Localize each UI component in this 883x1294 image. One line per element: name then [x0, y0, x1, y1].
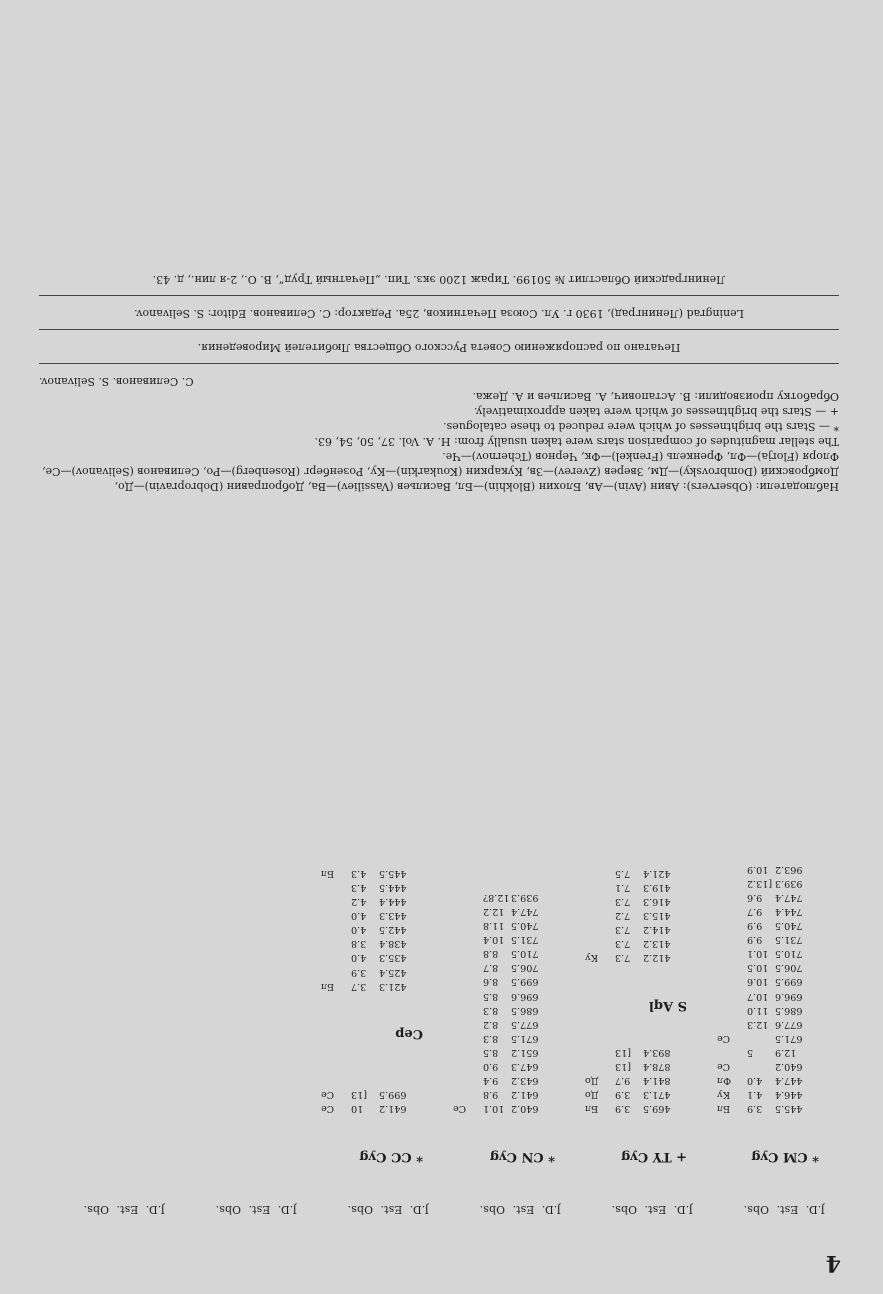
star-name: * CN Cyg [489, 1148, 555, 1164]
observer-cell [321, 936, 351, 950]
observer-cell: Ку [717, 1089, 731, 1101]
table-row [441, 946, 561, 960]
estimate-cell: 8.3 [483, 1004, 499, 1016]
jd-cell: 438.4 [379, 938, 407, 950]
observer-cell [453, 890, 483, 904]
star-name: Cep [395, 1025, 423, 1041]
observer-cell [585, 894, 615, 908]
observer-cell [321, 950, 351, 964]
observation-list [573, 1045, 693, 1115]
observer-cell: Фл [717, 1075, 732, 1087]
estimate-cell: 3.9 [615, 1103, 631, 1115]
jd-cell: 706.5 [511, 962, 539, 974]
jd-cell: 446.4 [775, 1089, 803, 1101]
observer-cell [321, 880, 351, 894]
table-row [441, 1017, 561, 1031]
estimate-cell: 8.6 [483, 976, 499, 988]
estimate-cell: 9.0 [483, 1061, 499, 1073]
jd-cell: 699.5 [379, 1089, 407, 1101]
jd-cell: 651.2 [511, 1046, 539, 1058]
observer-cell [453, 960, 483, 974]
estimate-cell: 7.3 [615, 924, 631, 936]
estimate-cell: 10.7 [747, 990, 769, 1002]
star-name: S Aql [648, 997, 687, 1013]
estimate-cell: 8.5 [483, 1046, 499, 1058]
observer-cell [453, 974, 483, 988]
estimate-cell: 10.9 [747, 863, 769, 875]
estimate-cell: 3.8 [351, 938, 367, 950]
estimate-cell: 7.3 [615, 952, 631, 964]
jd-cell: 640.2 [511, 1103, 539, 1115]
table-row [441, 1073, 561, 1087]
table-row [309, 979, 429, 993]
observer-cell [453, 904, 483, 918]
table-row [309, 965, 429, 979]
estimate-cell: 4.3 [351, 867, 367, 879]
estimate-cell: 9.7 [747, 906, 763, 918]
observer-cell [321, 1073, 351, 1087]
estimate-cell: 11.0 [747, 1004, 769, 1016]
divider [39, 363, 839, 364]
table-row [573, 1045, 693, 1059]
jd-cell: 939.3 [511, 891, 539, 903]
table-row [705, 890, 825, 904]
observer-cell [717, 1045, 747, 1059]
column-1 [705, 514, 825, 1244]
jd-cell: 640.2 [775, 1061, 803, 1073]
table-row [705, 1073, 825, 1087]
jd-cell: 706.5 [775, 962, 803, 974]
estimate-cell: 7.2 [615, 910, 631, 922]
estimate-cell: 9.9 [747, 920, 763, 932]
observer-cell [321, 894, 351, 908]
jd-cell: 447.4 [775, 1075, 803, 1087]
table-row [441, 932, 561, 946]
estimate-cell: [13.2 [747, 877, 773, 889]
estimate-cell [747, 1031, 775, 1045]
estimate-cell [351, 1073, 379, 1087]
jd-cell: 412.2 [643, 952, 671, 964]
estimate-cell: 7.3 [615, 896, 631, 908]
estimate-cell: [13 [351, 1089, 367, 1101]
jd-cell: 471.3 [643, 1089, 671, 1101]
observers-list: Наблюдатели: (Observers): Авин (Avin)—Ав, Блохин (Blokhin)—Бл, Васильев (Vassiliev)—Ва, Доброправин (Dobropravin)—До, Домбровский (Dombrovsky)—Дм, Зверев (Zverev)—Зв, Кукаркин (Koukarkin)—Ку, Розенберг (Rosenberg)—Ро, Селиванов (Selivanov)—Се, Флоря (Florja)—Фл, Френкель (Frenkel)—Фк, Чернов (Tchernov)—Че. [42, 450, 839, 493]
observation-list [441, 890, 561, 1116]
jd-cell: 878.4 [643, 1061, 671, 1073]
jd-cell: 12.9 [775, 1046, 797, 1058]
divider [39, 295, 839, 296]
observer-cell: Се [321, 1103, 335, 1115]
estimate-cell: 3.9 [747, 1103, 763, 1115]
table-row [705, 946, 825, 960]
table-row [705, 989, 825, 1003]
observer-cell: Бл [585, 1103, 599, 1115]
jd-cell: 699.5 [775, 976, 803, 988]
jd-cell: 747.4 [511, 906, 539, 918]
imprint: Leningrad (Ленинград), 1930 г. Ул. Союза Печатников, 25а. Редактор: С. Селиванов. Editor: S. Selivanov. [134, 307, 744, 320]
estimate-cell: 4.0 [351, 952, 367, 964]
observer-cell [717, 876, 747, 890]
jd-cell [379, 1073, 429, 1087]
table-row [705, 960, 825, 974]
observer-cell [717, 1017, 747, 1031]
observer-cell: Бл [321, 867, 335, 879]
table-row [441, 890, 561, 904]
estimate-cell: 10.4 [483, 934, 505, 946]
table-row [441, 989, 561, 1003]
estimate-cell: 8.8 [483, 948, 499, 960]
jd-cell: 425.4 [379, 966, 407, 978]
jd-cell: 445.5 [775, 1103, 803, 1115]
observer-cell [717, 1003, 747, 1017]
estimate-cell: 3.9 [615, 1089, 631, 1101]
table-row [309, 1073, 429, 1087]
table-row [705, 904, 825, 918]
column-header: J.D. Est. Obs. [347, 1202, 429, 1216]
jd-cell: 686.5 [511, 1004, 539, 1016]
observer-cell [717, 974, 747, 988]
observer-cell [453, 989, 483, 1003]
table-row [573, 1087, 693, 1101]
estimate-cell: 8.7 [483, 962, 499, 974]
jd-cell: 444.5 [379, 882, 407, 894]
observer-cell: Се [321, 1089, 335, 1101]
table-row [309, 866, 429, 880]
observation-list [573, 866, 693, 965]
table-row [573, 1101, 693, 1115]
table-row [573, 950, 693, 964]
estimate-cell: [13 [615, 1046, 631, 1058]
estimate-cell: 4.2 [351, 896, 367, 908]
column-header: J.D. Est. Obs. [611, 1202, 693, 1216]
observer-cell [717, 989, 747, 1003]
jd-cell: 421.3 [379, 980, 407, 992]
table-row [309, 950, 429, 964]
star-name: * CM Cyg [751, 1148, 819, 1164]
observations-table [45, 514, 825, 1244]
jd-cell: 671.5 [511, 1032, 539, 1044]
observation-list [309, 1073, 429, 1115]
table-row [705, 1059, 825, 1073]
observer-cell [453, 1073, 483, 1087]
estimate-cell: 12.3 [747, 1018, 769, 1030]
footer [39, 272, 839, 494]
jd-cell: 445.5 [379, 867, 407, 879]
jd-cell: 740.5 [511, 920, 539, 932]
table-row [573, 880, 693, 894]
jd-cell: 747.4 [775, 891, 803, 903]
column-5 [177, 514, 297, 1244]
estimate-cell: 4.0 [351, 924, 367, 936]
observer-cell: До [585, 1089, 599, 1101]
table-row [705, 862, 825, 876]
table-row [705, 932, 825, 946]
estimate-cell: 10 [351, 1103, 364, 1115]
observer-cell: До [585, 1075, 599, 1087]
table-row [441, 1101, 561, 1115]
jd-cell: 641.2 [511, 1089, 539, 1101]
observer-cell [453, 1017, 483, 1031]
table-row [705, 974, 825, 988]
observer-cell [453, 1059, 483, 1073]
table-row [573, 866, 693, 880]
observer-cell: Бл [717, 1103, 731, 1115]
jd-cell: 696.6 [775, 990, 803, 1002]
table-row [573, 1059, 693, 1073]
observer-cell [453, 932, 483, 946]
column-3 [441, 514, 561, 1244]
observer-cell [453, 918, 483, 932]
jd-cell: 414.2 [643, 924, 671, 936]
jd-cell: 677.5 [511, 1018, 539, 1030]
table-row [441, 918, 561, 932]
table-row [441, 974, 561, 988]
observer-cell: Бл [321, 980, 335, 992]
table-row [705, 1031, 825, 1045]
estimate-cell: 9.7 [615, 1075, 631, 1087]
jd-cell: 469.5 [643, 1103, 671, 1115]
table-row [309, 894, 429, 908]
jd-cell: 740.5 [775, 920, 803, 932]
observer-cell [585, 1059, 615, 1073]
table-row [309, 908, 429, 922]
estimate-cell: 8.5 [483, 990, 499, 1002]
estimate-cell: 4.0 [747, 1075, 763, 1087]
observer-cell: Ку [585, 952, 599, 964]
jd-cell: 416.3 [643, 896, 671, 908]
observer-cell [321, 965, 351, 979]
note-reduced: * — Stars the brightnesses of which were reduced to these catalogues. [443, 420, 839, 433]
table-row [705, 1003, 825, 1017]
observer-cell [453, 946, 483, 960]
jd-cell: 444.4 [379, 896, 407, 908]
jd-cell: 643.2 [511, 1075, 539, 1087]
jd-cell: 671.5 [775, 1032, 803, 1044]
observer-cell [717, 960, 747, 974]
table-row [441, 1031, 561, 1045]
estimate-cell: 9.8 [483, 1089, 499, 1101]
jd-cell: 435.3 [379, 952, 407, 964]
table-row [573, 936, 693, 950]
table-row [441, 1059, 561, 1073]
jd-cell: 710.5 [511, 948, 539, 960]
observer-cell [453, 1087, 483, 1101]
observer-cell [453, 1045, 483, 1059]
observer-cell [321, 922, 351, 936]
table-row [573, 908, 693, 922]
observer-cell [585, 922, 615, 936]
printed-by: Печатано по распоряжению Совета Русского Общества Любителей Мироведения. [197, 341, 681, 354]
divider [39, 329, 839, 330]
estimate-cell: 12.8? [483, 891, 510, 903]
jd-cell: 647.3 [511, 1061, 539, 1073]
jd-cell: 442.5 [379, 924, 407, 936]
jd-cell: 841.4 [643, 1075, 671, 1087]
estimate-cell: 8.3 [483, 1032, 499, 1044]
observer-cell [585, 866, 615, 880]
star-name: + TY Cyg [621, 1148, 687, 1164]
table-row [705, 876, 825, 890]
editor-signature: С. Селиванов. S. Selivanov. [39, 375, 194, 388]
estimate-cell: 10.6 [747, 976, 769, 988]
observer-cell [717, 904, 747, 918]
table-row [705, 1017, 825, 1031]
observer-cell [717, 918, 747, 932]
jd-cell: 699.5 [511, 976, 539, 988]
observer-cell [585, 880, 615, 894]
observer-cell: Се [717, 1061, 731, 1073]
estimate-cell: 3.9 [351, 966, 367, 978]
jd-cell: 710.5 [775, 948, 803, 960]
table-row [309, 1101, 429, 1115]
table-row [441, 1003, 561, 1017]
table-row [309, 1087, 429, 1101]
jd-cell: 963.2 [775, 863, 803, 875]
estimate-cell: 10.5 [747, 962, 769, 974]
jd-cell: 696.6 [511, 990, 539, 1002]
jd-cell: 893.4 [643, 1046, 671, 1058]
column-header: J.D. Est. Obs. [479, 1202, 561, 1216]
jd-cell: 677.6 [775, 1018, 803, 1030]
column-header: J.D. Est. Obs. [215, 1202, 297, 1216]
jd-cell: 686.5 [775, 1004, 803, 1016]
table-row [441, 1045, 561, 1059]
note-catalogue: The stellar magnitudes of comparison stars were taken usually from: H. A. Vol. 37, 50, 54, 63. [314, 435, 839, 448]
estimate-cell: 11.8 [483, 920, 505, 932]
table-row [573, 894, 693, 908]
jd-cell: 415.3 [643, 910, 671, 922]
column-4 [309, 514, 429, 1244]
observer-cell [453, 1031, 483, 1045]
observer-cell [585, 908, 615, 922]
column-header: J.D. Est. Obs. [743, 1202, 825, 1216]
estimate-cell: 7.3 [615, 938, 631, 950]
page-number: 4 [825, 1250, 841, 1276]
print-info: Ленинградский Областлит № 50199. Тираж 1200 экз. Тип. „Печатный Труд“, В. О., 2-я лин., д. 43. [152, 273, 726, 286]
observer-cell [585, 1045, 615, 1059]
jd-cell: 731.5 [775, 934, 803, 946]
observer-cell: Се [453, 1103, 467, 1115]
observer-cell: Се [717, 1032, 731, 1044]
table-row [705, 1101, 825, 1115]
observation-list [309, 866, 429, 993]
estimate-cell: 4.0 [351, 910, 367, 922]
table-row [441, 904, 561, 918]
jd-cell: 443.3 [379, 910, 407, 922]
table-row [441, 960, 561, 974]
observer-cell [453, 1003, 483, 1017]
star-name: * CC Cyg [359, 1148, 423, 1164]
observer-cell [585, 936, 615, 950]
jd-cell: 641.2 [379, 1103, 407, 1115]
table-row [705, 1087, 825, 1101]
observer-cell [717, 862, 747, 876]
estimate-cell: 5 [747, 1046, 754, 1058]
estimate-cell: 9.9 [747, 934, 763, 946]
table-row [309, 880, 429, 894]
note-approx: + — Stars the brightnesses of which were taken approximatively. [473, 405, 839, 418]
estimate-cell: [13 [615, 1061, 631, 1073]
table-row [309, 922, 429, 936]
table-row [573, 1073, 693, 1087]
estimate-cell: 8.2 [483, 1018, 499, 1030]
estimate-cell: 10.1 [483, 1103, 505, 1115]
estimate-cell: 9.6 [747, 891, 763, 903]
estimate-cell [747, 1059, 775, 1073]
jd-cell: 744.4 [775, 906, 803, 918]
jd-cell: 413.2 [643, 938, 671, 950]
observer-cell [717, 890, 747, 904]
estimate-cell: 12.2 [483, 906, 505, 918]
table-row [573, 922, 693, 936]
table-row [309, 936, 429, 950]
estimate-cell: 4.1 [747, 1089, 763, 1101]
observer-cell [321, 908, 351, 922]
jd-cell: 421.4 [643, 867, 671, 879]
estimate-cell: 7.1 [615, 882, 631, 894]
observation-list [705, 862, 825, 1116]
estimate-cell: 7.5 [615, 867, 631, 879]
estimate-cell: 3.7 [351, 980, 367, 992]
estimate-cell: 9.4 [483, 1075, 499, 1087]
table-row [705, 918, 825, 932]
jd-cell: 419.3 [643, 882, 671, 894]
column-2 [573, 514, 693, 1244]
table-row [705, 1045, 825, 1059]
table-row [441, 1087, 561, 1101]
column-6 [45, 514, 165, 1244]
estimate-cell: 10.1 [747, 948, 769, 960]
estimate-cell: 4.3 [351, 882, 367, 894]
jd-cell: 731.5 [511, 934, 539, 946]
observer-cell [717, 932, 747, 946]
observer-cell [717, 946, 747, 960]
processing-credits: Обработку производили: В. Астапович, А. Васильев и А. Дежа. [472, 390, 839, 403]
column-header: J.D. Est. Obs. [83, 1202, 165, 1216]
jd-cell: 939.3 [775, 877, 803, 889]
